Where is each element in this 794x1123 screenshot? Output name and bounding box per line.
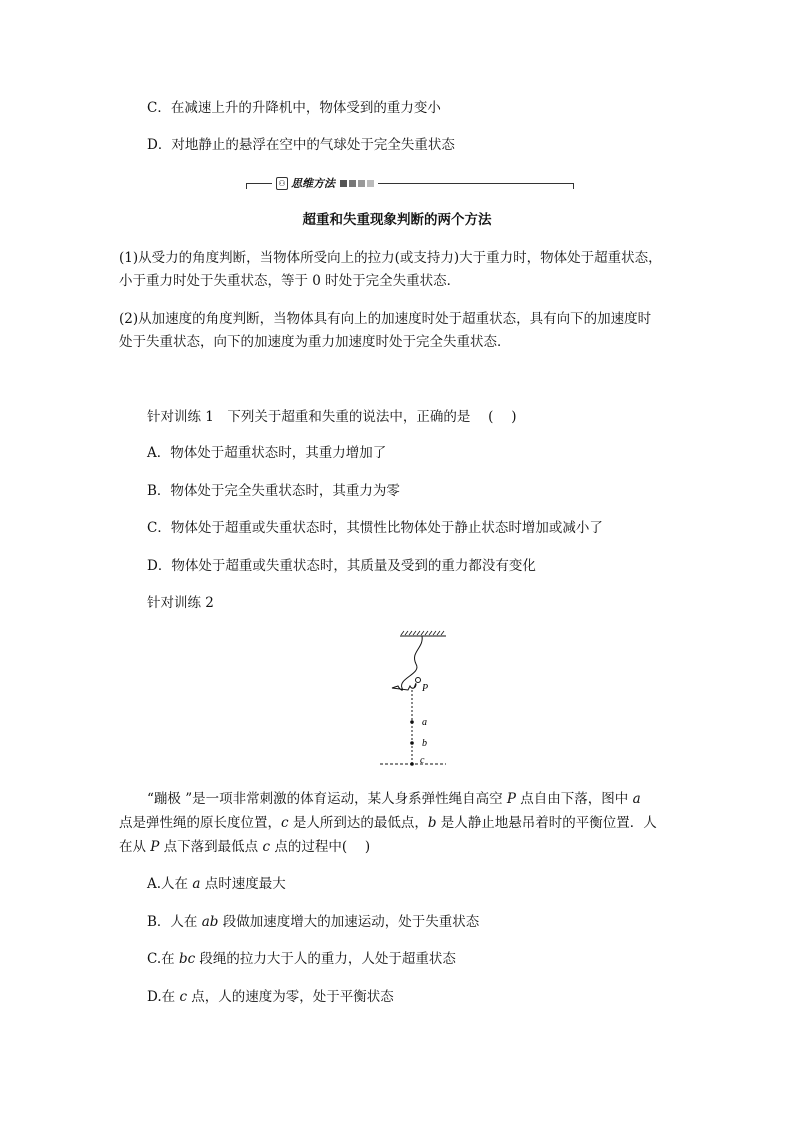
banner-label-group (272, 175, 378, 191)
bungee-diagram-svg (370, 630, 480, 772)
var-p-2: P (150, 839, 160, 855)
method-p1-line1: (1)从受力的角度判断，当物体所受向上的拉力(或支持力)大于重力时，物体处于超重状态， (119, 250, 662, 266)
q1-option-c: C．物体处于超重或失重状态时，其惯性比物体处于静止状态时增加或减小了 (147, 520, 603, 536)
var-p: P (506, 791, 516, 807)
q2-opt-b-2: 段做加速度增大的加速运动，处于失重状态 (218, 914, 480, 930)
var-a: a (632, 791, 641, 807)
banner-cap-left (246, 183, 247, 189)
var-b: b (427, 815, 437, 831)
thinking-icon: ⚇ (276, 177, 288, 190)
q2-stem: 针对训练 2 (147, 595, 214, 611)
point-a-dot (410, 720, 414, 724)
prev-option-c: C．在减速上升的升降机中，物体受到的重力变小 (147, 100, 441, 116)
q2-text-l1-b: 点自由下落，图中 (515, 791, 633, 807)
var-c: c (281, 815, 289, 831)
q2-opt-a-var: a (192, 876, 201, 892)
q2-text-line2 (119, 813, 657, 833)
q2-option-d (147, 987, 394, 1007)
q2-option-a (147, 874, 286, 894)
q2-text-line3 (119, 837, 370, 857)
q2-text-l3-a: 在从 (119, 839, 151, 855)
point-b-dot (410, 741, 414, 745)
banner-square-3 (358, 180, 365, 187)
var-c-2: c (262, 839, 271, 855)
banner-square-2 (349, 180, 356, 187)
method-title: 超重和失重现象判断的两个方法 (302, 212, 492, 228)
q2-text-l3-d: 点的过程中( ) (270, 839, 371, 855)
label-c: c (420, 755, 425, 766)
method-p1-line2: 小于重力时处于失重状态，等于 0 时处于完全失重状态． (119, 273, 461, 289)
q2-opt-d-var: c (179, 989, 187, 1005)
q2-opt-d-1: D.在 (147, 989, 180, 1005)
q2-opt-c-2: 段绳的拉力大于人的重力，人处于超重状态 (195, 951, 456, 967)
q1-stem: 针对训练 1 下列关于超重和失重的说法中，正确的是 ( ) (147, 409, 517, 425)
q2-opt-d-2: 点，人的速度为零，处于平衡状态 (187, 989, 394, 1005)
q2-option-b (147, 912, 479, 932)
method-p2-line1: (2)从加速度的角度判断，当物体具有向上的加速度时处于超重状态，具有向下的加速度时 (119, 311, 652, 327)
q2-text-line1 (147, 789, 641, 809)
q2-opt-a-1: A.人在 (147, 876, 193, 892)
person-head (416, 678, 421, 683)
q2-opt-b-var: ab (201, 914, 219, 930)
ceiling-hatch (401, 631, 444, 635)
method-p2-line2: 处于失重状态，向下的加速度为重力加速度时处于完全失重状态． (119, 334, 511, 350)
banner-square-4 (367, 180, 374, 187)
label-p: P (422, 683, 429, 694)
q2-text-l2-c: 是人静止地悬吊着时的平衡位置．人 (436, 815, 657, 831)
q2-text-l1-a: “蹦极 ”是一项非常刺激的体育运动，某人身系弹性绳自高空 (147, 791, 507, 807)
q2-opt-a-2: 点时速度最大 (200, 876, 286, 892)
q1-option-a: A．物体处于超重状态时，其重力增加了 (147, 445, 387, 461)
section-banner (246, 175, 574, 193)
q1-option-b: B．物体处于完全失重状态时，其重力为零 (147, 483, 400, 499)
bungee-diagram (370, 630, 480, 772)
q2-opt-c-var: bc (178, 951, 196, 967)
banner-cap-right (573, 183, 574, 189)
label-b: b (422, 738, 427, 749)
banner-square-1 (340, 180, 347, 187)
q2-opt-c-1: C.在 (147, 951, 179, 967)
prev-option-d: D．对地静止的悬浮在空中的气球处于完全失重状态 (147, 137, 455, 153)
q2-text-l2-b: 是人所到达的最低点， (288, 815, 428, 831)
label-a: a (422, 717, 427, 728)
q1-option-d: D．物体处于超重或失重状态时，其质量及受到的重力都没有变化 (147, 558, 536, 574)
q2-text-l2-a: 点是弹性绳的原长度位置， (119, 815, 281, 831)
q2-text-l3-b: 点下落到最低点 (159, 839, 263, 855)
q2-option-c (147, 949, 456, 969)
q2-opt-b-1: B．人在 (147, 914, 202, 930)
banner-label: 思维方法 (291, 177, 335, 190)
